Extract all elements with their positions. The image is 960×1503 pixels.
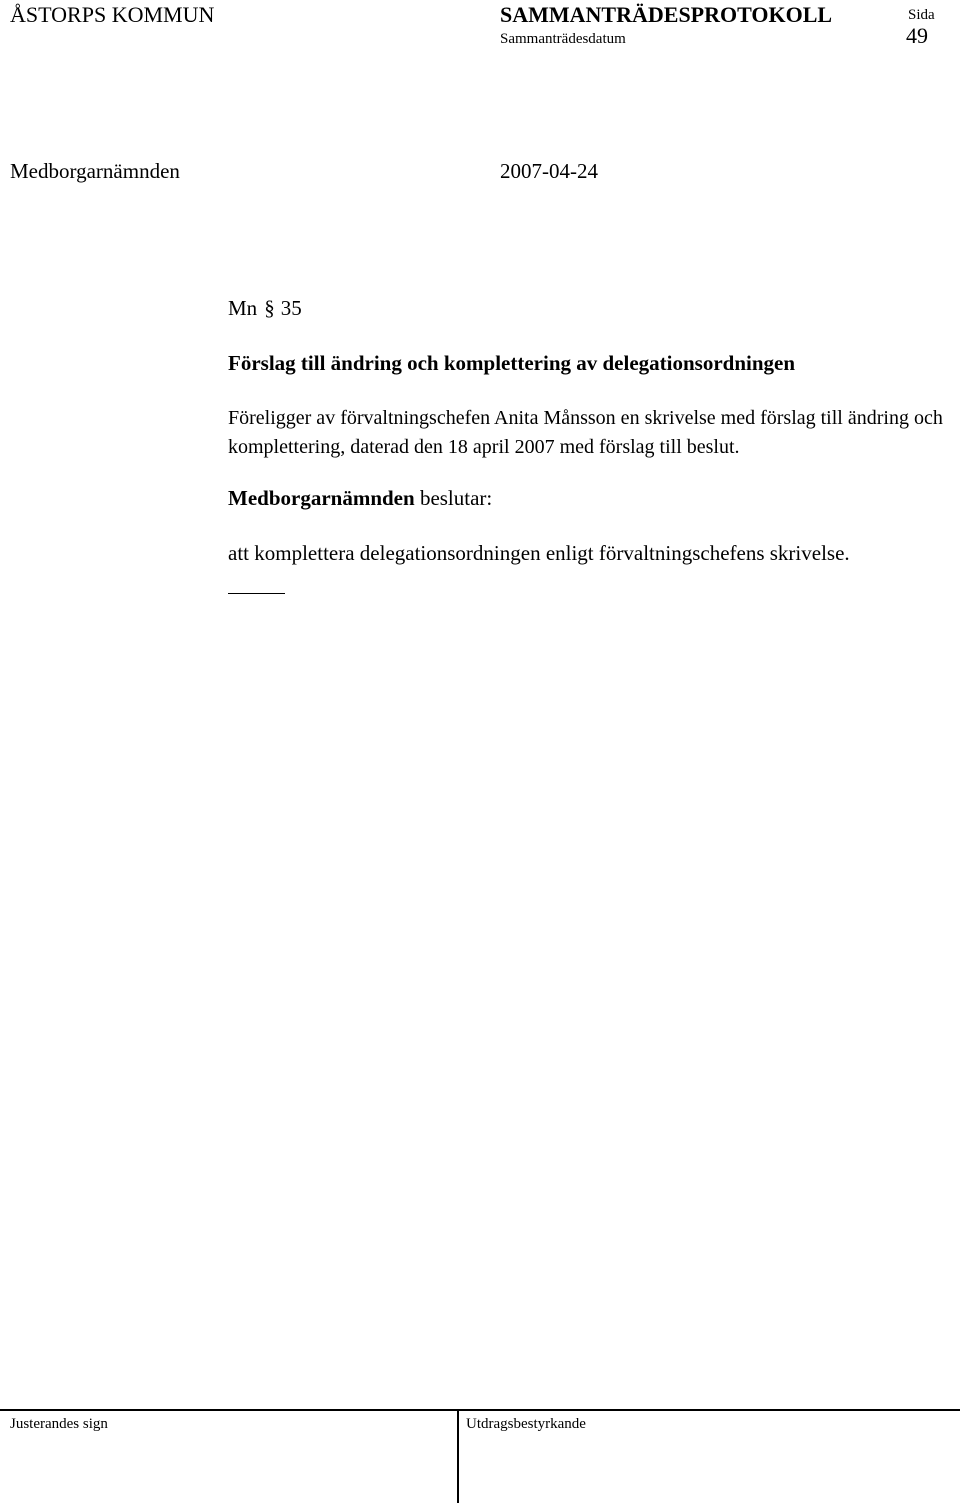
decision-intro — [228, 486, 492, 511]
meeting-date-label: Sammanträdesdatum — [500, 31, 626, 47]
item-title: Förslag till ändring och komplettering av delegationsordningen — [228, 351, 796, 375]
document-title: SAMMANTRÄDESPROTOKOLL — [500, 2, 833, 27]
adjuster-signature-label: Justerandes sign — [10, 1416, 108, 1432]
end-rule — [228, 593, 285, 594]
section-symbol: § — [264, 296, 275, 320]
extract-certification-label: Utdragsbestyrkande — [466, 1416, 586, 1432]
organization-name: ÅSTORPS KOMMUN — [10, 2, 215, 27]
paragraph-reference — [228, 296, 302, 321]
decision-verb: beslutar: — [414, 486, 493, 510]
page-number: 49 — [906, 23, 928, 48]
footer-rule — [0, 1409, 960, 1411]
committee-name: Medborgarnämnden — [10, 159, 180, 183]
footer-divider — [457, 1409, 459, 1503]
decision-text: att komplettera delegationsordningen enligt förvaltningschefens skrivelse. — [228, 541, 850, 565]
page-label: Sida — [908, 7, 935, 23]
meeting-date: 2007-04-24 — [500, 159, 598, 183]
decision-body: Medborgarnämnden — [228, 486, 415, 510]
item-body: Föreligger av förvaltningschefen Anita Månsson en skrivelse med förslag till ändring och komplettering, daterad den 18 april 2007 med förslag till beslut. — [228, 407, 943, 458]
paragraph-prefix: Mn — [228, 296, 258, 320]
paragraph-number: 35 — [280, 296, 302, 320]
